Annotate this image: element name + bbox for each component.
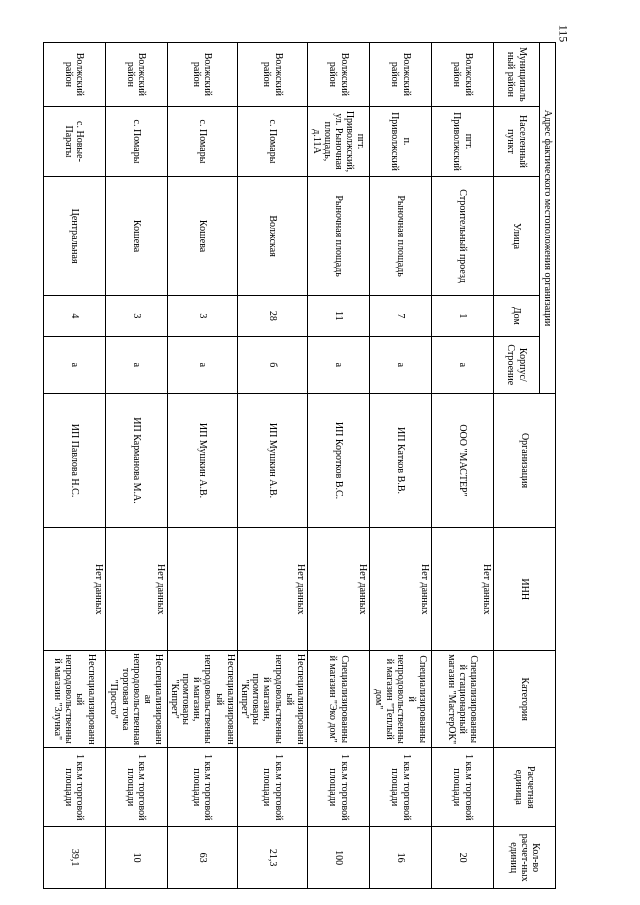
cell-category: Неспециализированная непродовольственная торговая точка "Просто"	[105, 651, 167, 748]
cell-count: 10	[105, 827, 167, 889]
cell-building: а	[432, 336, 494, 393]
cell-house: 28	[237, 295, 307, 336]
cell-locality: с. Новые-Параты	[43, 106, 105, 176]
cell-inn: Нет данных	[43, 528, 105, 651]
cell-building: а	[43, 336, 105, 393]
header-unit: Расчетная единица	[494, 748, 556, 827]
cell-organization: ИП Павлова Н.С.	[43, 393, 105, 527]
header-count: Кол-во расчет-ных единиц	[494, 827, 556, 889]
table-row	[432, 43, 494, 889]
cell-house: 4	[43, 295, 105, 336]
cell-count: 16	[370, 827, 432, 889]
cell-street: Кошева	[105, 177, 167, 296]
address-group-header: Адрес фактического местоположения организации	[540, 43, 556, 394]
cell-organization: ИП Катков В.В.	[370, 393, 432, 527]
cell-count: 100	[308, 827, 370, 889]
cell-street: Кошева	[167, 177, 237, 296]
cell-organization: ИП Коротков В.С.	[308, 393, 370, 527]
cell-locality: пгт. Приволжский	[432, 106, 494, 176]
header-locality: Населенный пункт	[494, 106, 540, 176]
cell-district: Волжский район	[432, 43, 494, 107]
cell-district: Волжский район	[43, 43, 105, 107]
cell-house: 11	[308, 295, 370, 336]
cell-district: Волжский район	[105, 43, 167, 107]
header-building: Корпус/ Строение	[494, 336, 540, 393]
cell-locality: с. Помары	[105, 106, 167, 176]
cell-organization: ИП Мушкин А.В.	[237, 393, 307, 527]
cell-building: а	[308, 336, 370, 393]
cell-category: Специализированный магазин "Эко дом"	[308, 651, 370, 748]
cell-building: а	[167, 336, 237, 393]
cell-unit: 1 кв.м торговой площади	[167, 748, 237, 827]
cell-building: а	[105, 336, 167, 393]
cell-locality: с. Помары	[167, 106, 237, 176]
table-row	[237, 43, 307, 889]
cell-house: 3	[167, 295, 237, 336]
header-street: Улица	[494, 177, 540, 296]
cell-district: Волжский район	[370, 43, 432, 107]
table-row	[105, 43, 167, 889]
cell-locality: пгт. Приволжский, ул. Рыночная площадь, д.11А	[308, 106, 370, 176]
header-house: Дом	[494, 295, 540, 336]
cell-inn: Нет данных	[432, 528, 494, 651]
cell-inn: Нет данных	[237, 528, 307, 651]
cell-organization: ООО "МАСТЕР"	[432, 393, 494, 527]
cell-inn: Нет данных	[105, 528, 167, 651]
cell-locality: с. Помары	[237, 106, 307, 176]
cell-locality: п. Приволжский	[370, 106, 432, 176]
cell-category: Специализированный непродовольственный магазин "Теплый дом"	[370, 651, 432, 748]
cell-unit: 1 кв.м торговой площади	[432, 748, 494, 827]
cell-unit: 1 кв.м торговой площади	[308, 748, 370, 827]
table-row	[308, 43, 370, 889]
header-district: Муниципальный район	[494, 43, 540, 107]
cell-district: Волжский район	[308, 43, 370, 107]
header-category: Категория	[494, 651, 556, 748]
cell-organization: ИП Карманова М.А.	[105, 393, 167, 527]
cell-unit: 1 кв.м торговой площади	[43, 748, 105, 827]
cell-inn: Нет данных	[370, 528, 432, 651]
cell-organization: ИП Мушкин А.В.	[167, 393, 237, 527]
cell-category: Специализированный стационарный магазин "МастерОК"	[432, 651, 494, 748]
cell-street: Волжская	[237, 177, 307, 296]
cell-category: Неспециализированный непродовольственный магазин, промтовары "Кнпрет"	[237, 651, 307, 748]
cell-street: Рыночная площадь	[370, 177, 432, 296]
cell-district: Волжский район	[167, 43, 237, 107]
page-number: 115	[556, 24, 571, 43]
cell-count: 20	[432, 827, 494, 889]
cell-street: Строительный проезд	[432, 177, 494, 296]
cell-inn	[167, 528, 237, 651]
cell-unit: 1 кв.м торговой площади	[105, 748, 167, 827]
cell-unit: 1 кв.м торговой площади	[370, 748, 432, 827]
cell-street: Рыночная площадь	[308, 177, 370, 296]
cell-building: б	[237, 336, 307, 393]
header-inn: ИНН	[494, 528, 556, 651]
cell-street: Центральная	[43, 177, 105, 296]
cell-count: 63	[167, 827, 237, 889]
table-row	[370, 43, 432, 889]
cell-house: 7	[370, 295, 432, 336]
cell-count: 21,3	[237, 827, 307, 889]
cell-inn: Нет данных	[308, 528, 370, 651]
cell-house: 3	[105, 295, 167, 336]
table-container	[52, 42, 556, 889]
cell-district: Волжский район	[237, 43, 307, 107]
cell-building: а	[370, 336, 432, 393]
cell-count: 39,1	[43, 827, 105, 889]
cell-category: Неспециализированный непродовольственный магазин "Злунка"	[43, 651, 105, 748]
table-row	[167, 43, 237, 889]
header-organization: Организация	[494, 393, 556, 527]
table-row	[43, 43, 105, 889]
cell-house: 1	[432, 295, 494, 336]
cell-unit: 1 кв.м торговой площади	[237, 748, 307, 827]
cell-category: Неспециализированный непродовольственный магазин, промтовары "Кнпрет"	[167, 651, 237, 748]
organizations-table	[43, 42, 556, 889]
